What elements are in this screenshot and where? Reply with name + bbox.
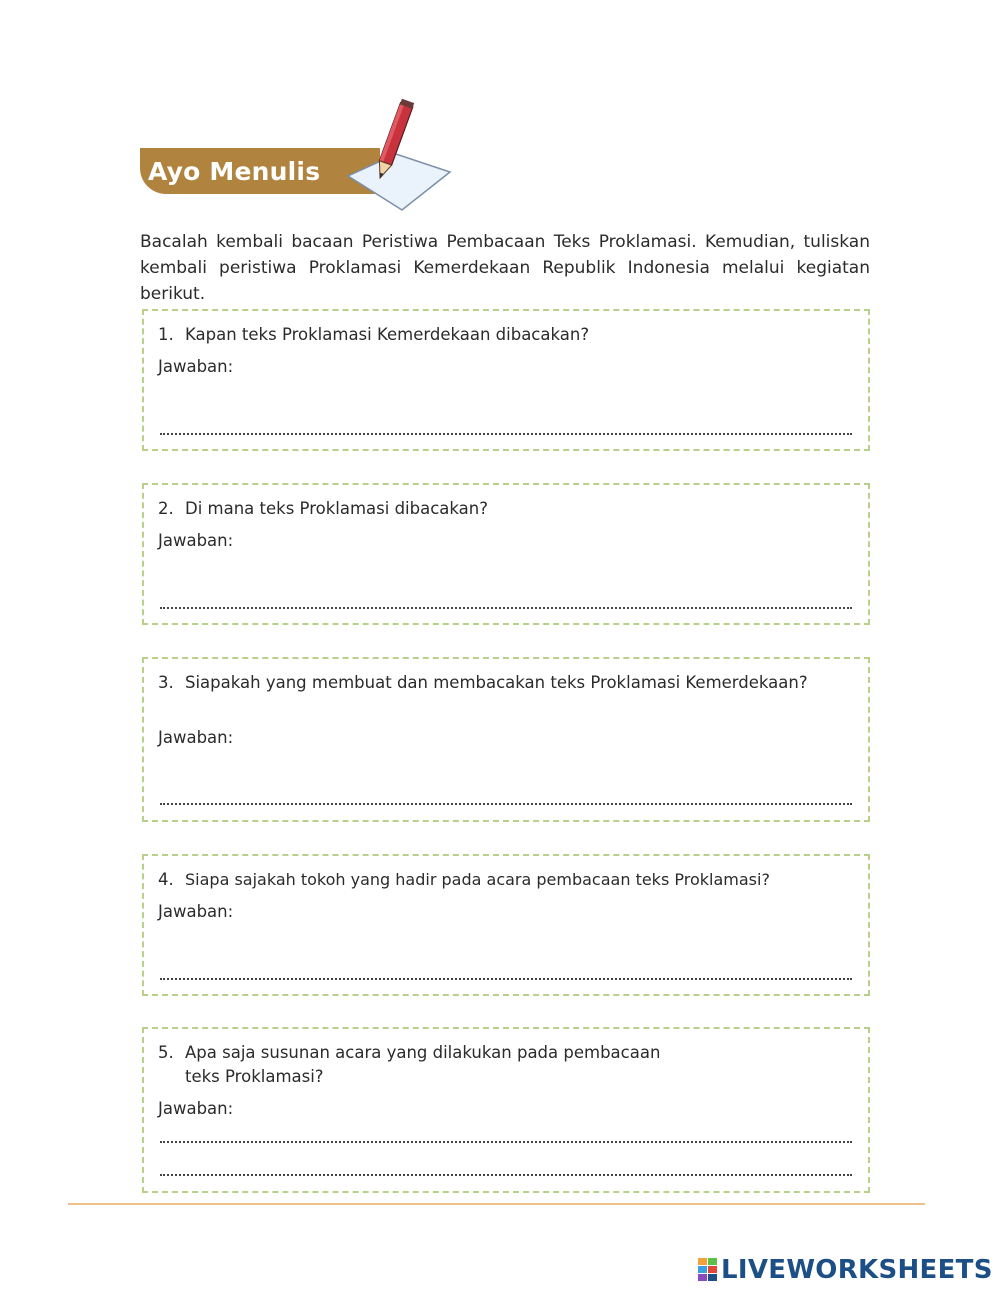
question-text: Di mana teks Proklamasi dibacakan? (185, 499, 489, 518)
question-1 (158, 323, 852, 347)
answer-line-2[interactable] (160, 1174, 852, 1176)
answer-label: Jawaban: (158, 902, 234, 921)
answer-line[interactable] (160, 803, 852, 805)
question-3 (158, 671, 852, 695)
question-number: 4. (158, 870, 174, 889)
question-4 (158, 868, 852, 892)
question-number: 5. (158, 1043, 174, 1062)
question-2 (158, 497, 852, 521)
answer-label: Jawaban: (158, 531, 234, 550)
instructions-paragraph: Bacalah kembali bacaan Peristiwa Pembacaan Teks Proklamasi. Kemudian, tuliskan kembali peristiwa Proklamasi Kemerdekaan Republik Indonesia melalui kegiatan berikut. (140, 232, 870, 304)
question-number: 2. (158, 499, 174, 518)
question-text: Kapan teks Proklamasi Kemerdekaan dibacakan? (185, 325, 590, 344)
question-text: Apa saja susunan acara yang dilakukan pada pembacaan teks Proklamasi? (185, 1043, 661, 1086)
answer-label: Jawaban: (158, 728, 234, 747)
answer-line[interactable] (160, 978, 852, 980)
logo-text: LIVEWORKSHEETS (721, 1255, 993, 1285)
question-box-4 (142, 854, 870, 996)
answer-label: Jawaban: (158, 1099, 234, 1118)
question-5 (158, 1041, 688, 1089)
liveworksheets-logo[interactable] (698, 1255, 993, 1285)
footer-divider (68, 1203, 925, 1205)
question-box-3 (142, 657, 870, 822)
answer-line[interactable] (160, 433, 852, 435)
answer-line[interactable] (160, 607, 852, 609)
question-number: 3. (158, 673, 174, 692)
section-title: Ayo Menulis (148, 156, 321, 186)
pencil-writing-icon (338, 98, 458, 218)
answer-label: Jawaban: (158, 357, 234, 376)
question-box-2 (142, 483, 870, 625)
answer-line-1[interactable] (160, 1141, 852, 1143)
question-number: 1. (158, 325, 174, 344)
question-text: Siapa sajakah tokoh yang hadir pada acara pembacaan teks Proklamasi? (185, 870, 770, 889)
liveworksheets-logo-icon (698, 1258, 718, 1282)
question-box-5 (142, 1027, 870, 1193)
question-text: Siapakah yang membuat dan membacakan teks Proklamasi Kemerdekaan? (185, 673, 808, 692)
question-box-1 (142, 309, 870, 451)
